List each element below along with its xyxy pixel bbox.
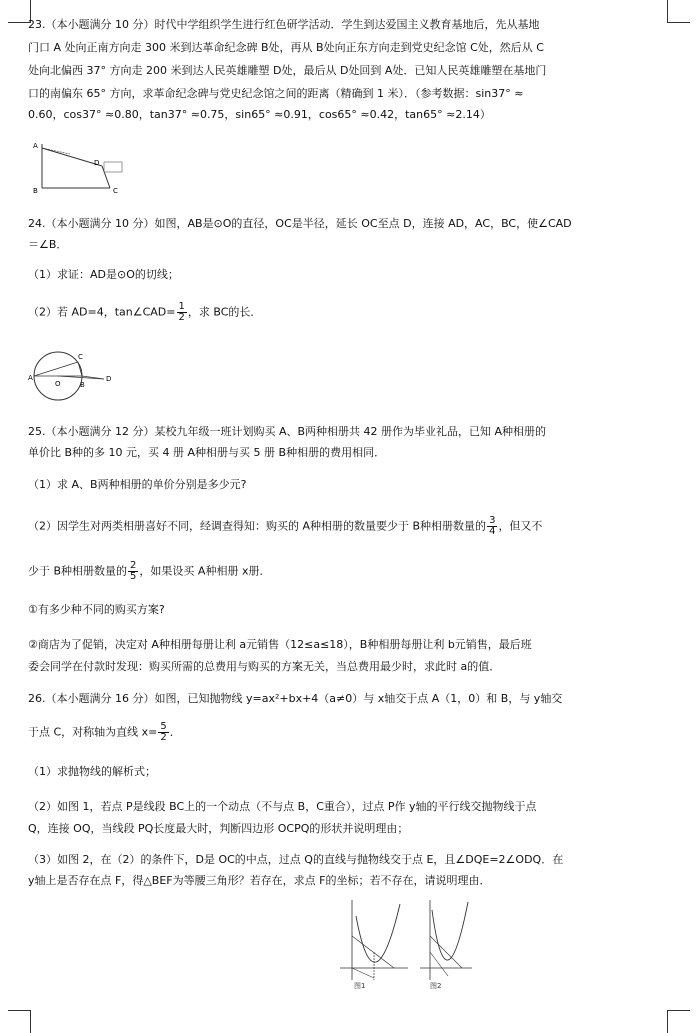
q26-line-2-tail: ． (169, 725, 181, 739)
q25-part-2b (28, 561, 664, 582)
q26-part-1: （1）求抛物线的解析式； (28, 765, 156, 778)
q24-line-1: 24.（本小题满分 10 分）如图，AB是⊙O的直径，OC是半径，延长 OC至点 D，连接 AD，AC，BC，使∠CAD (28, 217, 572, 230)
q24-fraction (177, 302, 187, 323)
crop-mark-bottom-left (8, 1010, 31, 1033)
q24-fraction-num: 1 (178, 301, 185, 312)
q26-figure-1 (338, 896, 410, 992)
q25-fraction-2-den: 5 (130, 571, 137, 582)
q25-part-2b-tail: ，如果设买 A种相册 x册． (139, 564, 271, 578)
q24-part-2-tail: ，求 BC的长． (187, 305, 262, 319)
q26-line-2-text: 于点 C，对称轴为直线 x= (28, 725, 158, 739)
q26-part-2-line-2: Q，连接 OQ，当线段 PQ长度最大时，判断四边形 OCPQ的形状并说明理由； (28, 822, 409, 835)
q25-part-1: （1）求 A、B两种相册的单价分别是多少元? (28, 478, 247, 491)
q23-line-5: 0.60，cos37° ≈0.80，tan37° ≈0.75，sin65° ≈0.91，cos65° ≈0.42，tan65° ≈2.14） (28, 108, 491, 121)
q24-part-2 (28, 302, 664, 323)
crop-mark-bottom-right (667, 1010, 690, 1033)
q25-part-2 (28, 516, 664, 537)
q24-fig-label-c: C (78, 353, 83, 361)
q23-line-4: 口的南偏东 65° 方向，求革命纪念碑与党史纪念馆之间的距离（精确到 1 米）．（参考数据：sin37° ≈ (28, 87, 524, 100)
q23-line-1: 23.（本小题满分 10 分）时代中学组织学生进行红色研学活动．学生到达爱国主义教育基地后，先从基地 (28, 18, 540, 31)
q25-fraction-1-num: 3 (489, 515, 496, 526)
q26-part-3-line-1: （3）如图 2，在（2）的条件下，D是 OC的中点，过点 Q的直线与抛物线交于点 E，且∠DQE=2∠ODQ．在 (28, 853, 564, 866)
q24-fig-label-d: D (106, 375, 112, 383)
q24-fig-label-o: O (55, 380, 61, 388)
q26-fraction-num: 5 (160, 721, 167, 732)
q26-fraction-den: 2 (160, 732, 167, 743)
q24-part-2-text: （2）若 AD=4，tan∠CAD= (28, 305, 176, 319)
q23-fig-label-d: D (94, 159, 100, 167)
q25-fraction-2 (128, 561, 138, 582)
q25-fraction-2-num: 2 (130, 560, 137, 571)
q23-fig-label-b: B (33, 187, 38, 195)
q26-line-1: 26.（本小题满分 16 分）如图，已知抛物线 y=ax²+bx+4（a≠0）与 x轴交于点 A（1，0）和 B，与 y轴交 (28, 692, 563, 705)
q23-line-2: 门口 A 处向正南方向走 300 米到达革命纪念碑 B处，再从 B处向正东方向走到党史纪念馆 C处，然后从 C (28, 41, 544, 54)
q25-fraction-1 (487, 516, 497, 537)
q23-fig-label-a: A (33, 142, 38, 150)
q25-line-2: 单价比 B种的多 10 元，买 4 册 A种相册与买 5 册 B种相册的费用相同． (28, 446, 386, 459)
q24-part-1: （1）求证：AD是⊙O的切线； (28, 268, 179, 281)
q23-fig-label-c: C (113, 187, 118, 195)
q24-fig-label-b: B (80, 381, 85, 389)
q26-line-2 (28, 722, 664, 743)
q25-fraction-1-den: 4 (489, 526, 496, 537)
q26-figure-2 (418, 896, 474, 992)
q25-sub-1: ①有多少种不同的购买方案? (28, 603, 165, 616)
q24-fig-label-a: A (28, 374, 33, 382)
q26-part-3-line-2: y轴上是否存在点 F，得△BEF为等腰三角形？若存在，求点 F的坐标；若不存在，请说明理由． (28, 874, 491, 887)
q25-line-1: 25.（本小题满分 12 分）某校九年级一班计划购买 A、B两种相册共 42 册作为毕业礼品，已知 A种相册的 (28, 425, 547, 438)
q23-figure (30, 140, 126, 196)
q25-sub-2-line-1: ②商店为了促销，决定对 A种相册每册让利 a元销售（12≤a≤18），B种相册每册让利 b元销售，最后班 (28, 638, 532, 651)
q26-fraction (158, 722, 168, 743)
q23-line-3: 处向北偏西 37° 方向走 200 米到达人民英雄雕塑 D处，最后从 D处回到 A处．已知人民英雄雕塑在基地门 (28, 64, 547, 77)
crop-mark-top-right (667, 0, 690, 23)
q24-line-2: ＝∠B． (28, 238, 68, 251)
q25-part-2-mid: ，但又不 (498, 519, 543, 533)
q25-part-2b-text: 少于 B种相册数量的 (28, 564, 128, 578)
q26-figure-1-caption: 图1 (354, 982, 366, 990)
q24-fraction-den: 2 (178, 312, 185, 323)
q25-sub-2-line-2: 委会同学在付款时发现：购买所需的总费用与购买的方案无关，当总费用最少时，求此时 a的值． (28, 660, 501, 673)
q26-figure-2-caption: 图2 (430, 982, 442, 990)
q25-part-2-text: （2）因学生对两类相册喜好不同，经调查得知：购买的 A种相册的数量要少于 B种相册数量的 (28, 519, 487, 533)
q24-figure (28, 346, 114, 402)
q26-part-2-line-1: （2）如图 1，若点 P是线段 BC上的一个动点（不与点 B，C重合），过点 P作 y轴的平行线交抛物线于点 (28, 800, 537, 813)
